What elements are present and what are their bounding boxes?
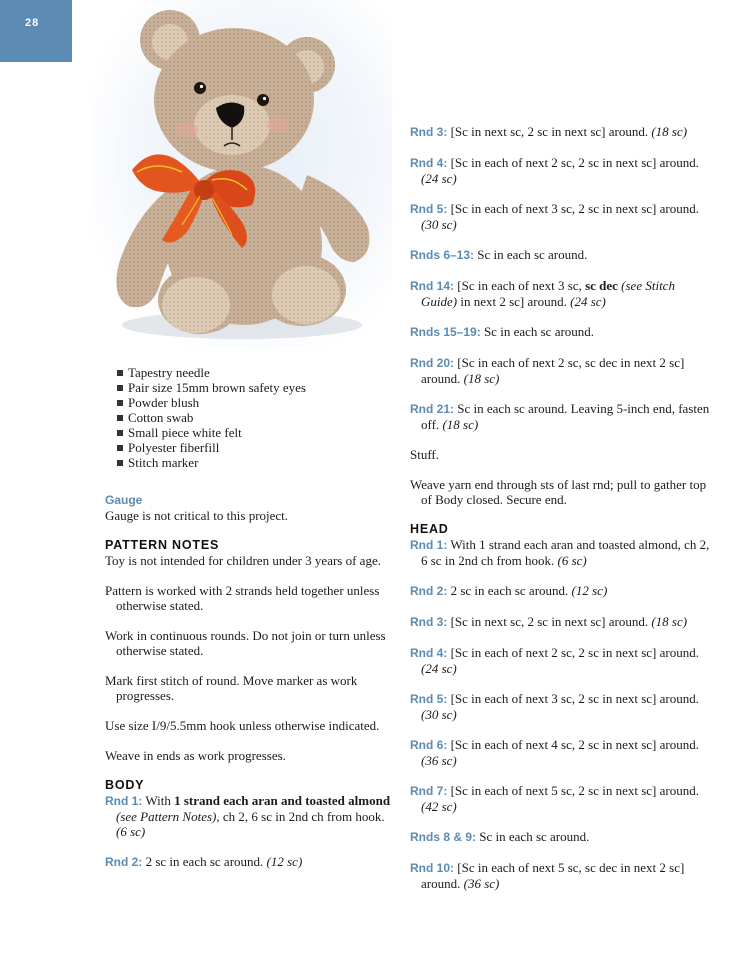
body-rnd-3: Rnd 3: [Sc in next sc, 2 sc in next sc] around. (18 sc): [410, 124, 688, 139]
gauge-heading: Gauge: [105, 493, 143, 507]
head-rnd-3: Rnd 3: [Sc in next sc, 2 sc in next sc] around. (18 sc): [410, 614, 688, 629]
body-rnd-14: Rnd 14: [Sc in each of next 3 sc, sc dec (see Stitch Guide) in next 2 sc] around. (24 sc): [410, 278, 675, 309]
gauge-text: Gauge is not critical to this project.: [105, 508, 289, 523]
teddy-bear-photo: [92, 0, 392, 350]
materials-item: Cotton swab: [117, 410, 395, 425]
pattern-note: Use size I/9/5.5mm hook unless otherwise indicated.: [105, 718, 380, 733]
head-rnd-4: Rnd 4: [Sc in each of next 2 sc, 2 sc in next sc] around. (24 sc): [410, 645, 699, 676]
materials-item: Pair size 15mm brown safety eyes: [117, 380, 395, 395]
body-rnd-20: Rnd 20: [Sc in each of next 2 sc, sc dec in next 2 sc] around. (18 sc): [410, 355, 685, 386]
materials-list: [117, 365, 395, 470]
materials-item: Small piece white felt: [117, 425, 395, 440]
pattern-note: Work in continuous rounds. Do not join or turn unless otherwise stated.: [105, 628, 386, 658]
head-rnd-6: Rnd 6: [Sc in each of next 4 sc, 2 sc in next sc] around. (36 sc): [410, 737, 699, 768]
pattern-note: Toy is not intended for children under 3 years of age.: [105, 553, 381, 568]
head-rnd-1: Rnd 1: With 1 strand each aran and toasted almond, ch 2, 6 sc in 2nd ch from hook. (6 sc): [410, 537, 710, 568]
stuff-instruction: Stuff.: [410, 447, 440, 462]
right-column: [410, 124, 710, 891]
head-rnd-5: Rnd 5: [Sc in each of next 3 sc, 2 sc in next sc] around. (30 sc): [410, 691, 699, 722]
pattern-note: Weave in ends as work progresses.: [105, 748, 286, 763]
head-rnd-2: Rnd 2: 2 sc in each sc around. (12 sc): [410, 583, 608, 598]
page-number-tab: [0, 0, 72, 62]
page-number: 28: [25, 17, 40, 29]
pattern-notes-heading: PATTERN NOTES: [105, 538, 220, 552]
pattern-note: Mark first stitch of round. Move marker as work progresses.: [105, 673, 358, 703]
materials-item: Stitch marker: [117, 455, 395, 470]
body-rnd-2: Rnd 2: 2 sc in each sc around. (12 sc): [105, 854, 303, 869]
body-rnd-1: Rnd 1: With 1 strand each aran and toasted almond (see Pattern Notes), ch 2, 6 sc in 2nd ch from hook. (6 sc): [105, 793, 391, 839]
body-rnd-4: Rnd 4: [Sc in each of next 2 sc, 2 sc in next sc] around. (24 sc): [410, 155, 699, 186]
body-rnds-15-19: Rnds 15–19: Sc in each sc around.: [410, 324, 595, 339]
head-rnd-10: Rnd 10: [Sc in each of next 5 sc, sc dec in next 2 sc] around. (36 sc): [410, 860, 685, 891]
left-column: [105, 365, 395, 870]
head-rnds-8-9: Rnds 8 & 9: Sc in each sc around.: [410, 829, 590, 844]
body-rnd-5: Rnd 5: [Sc in each of next 3 sc, 2 sc in next sc] around. (30 sc): [410, 201, 699, 232]
materials-item: Tapestry needle: [117, 365, 395, 380]
body-rnd-21: Rnd 21: Sc in each sc around. Leaving 5-inch end, fasten off. (18 sc): [410, 401, 710, 432]
materials-item: Powder blush: [117, 395, 395, 410]
weave-instruction: Weave yarn end through sts of last rnd; pull to gather top of Body closed. Secure end.: [410, 477, 707, 507]
head-rnd-7: Rnd 7: [Sc in each of next 5 sc, 2 sc in next sc] around. (42 sc): [410, 783, 699, 814]
pattern-note: Pattern is worked with 2 strands held together unless otherwise stated.: [105, 583, 380, 613]
head-heading: HEAD: [410, 522, 449, 536]
materials-item: Polyester fiberfill: [117, 440, 395, 455]
body-rnds-6-13: Rnds 6–13: Sc in each sc around.: [410, 247, 588, 262]
body-heading: BODY: [105, 778, 145, 792]
